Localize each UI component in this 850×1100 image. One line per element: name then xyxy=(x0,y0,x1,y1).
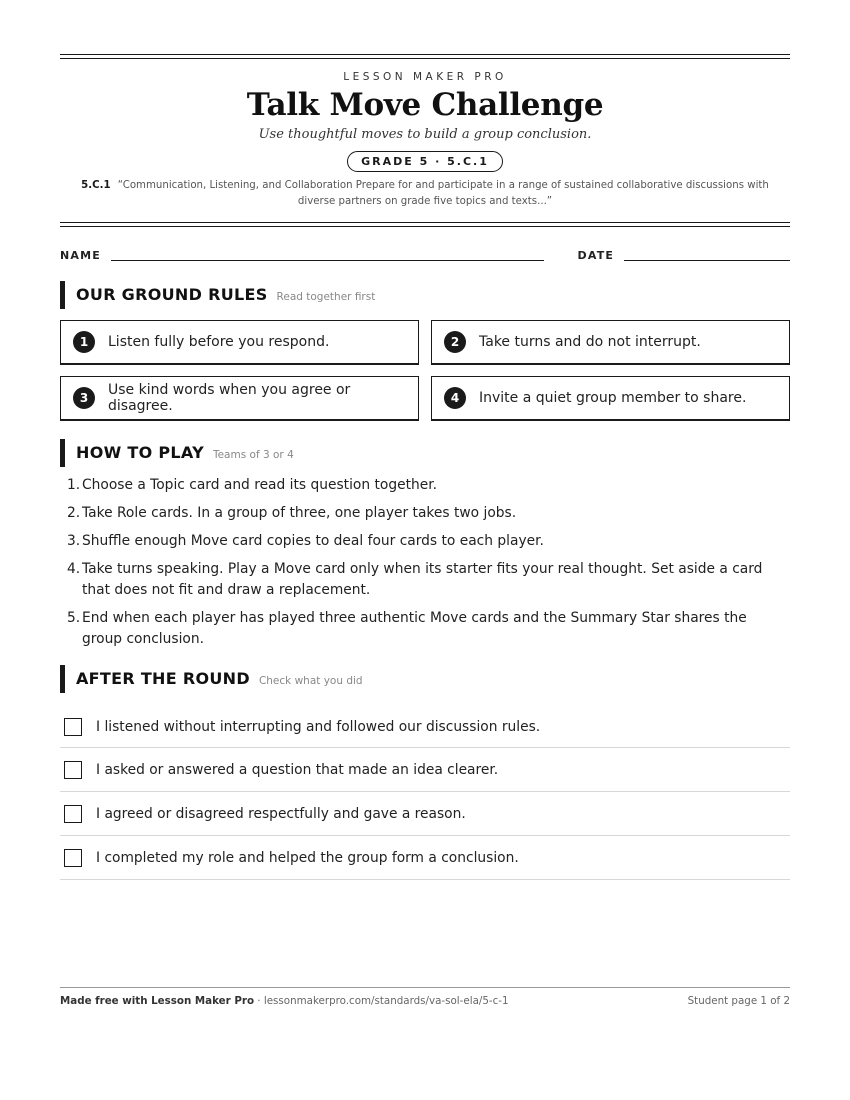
rule-text: Take turns and do not interrupt. xyxy=(479,334,701,350)
step-number: 2. xyxy=(67,505,81,521)
name-field[interactable] xyxy=(111,260,544,261)
rule-number-badge: 1 xyxy=(73,331,95,353)
name-label: NAME xyxy=(60,249,101,262)
page-footer xyxy=(60,987,790,1007)
step-text: Shuffle enough Move card copies to deal four cards to each player. xyxy=(82,533,544,549)
how-to-play-note: Teams of 3 or 4 xyxy=(212,449,294,461)
instructions-list xyxy=(60,475,790,650)
checklist-text: I completed my role and helped the group form a conclusion. xyxy=(96,849,519,866)
rule-text: Use kind words when you agree or disagree. xyxy=(108,382,351,414)
footer-url[interactable]: · lessonmakerpro.com/standards/va-sol-ela/5-c-1 xyxy=(254,995,509,1007)
page-subtitle: Use thoughtful moves to build a group conclusion. xyxy=(258,127,592,142)
standard-description xyxy=(60,178,790,210)
footer-credit xyxy=(60,995,509,1007)
checklist-item xyxy=(60,792,790,836)
ground-rules-note: Read together first xyxy=(276,291,376,303)
ground-rules-grid xyxy=(60,320,790,421)
step-text: Take turns speaking. Play a Move card only when its starter fits your real thought. Set aside a card that does not fit and draw a replacement. xyxy=(82,561,763,598)
step-text: Choose a Topic card and read its question together. xyxy=(82,477,437,493)
instruction-step xyxy=(60,531,790,552)
instruction-step xyxy=(60,503,790,524)
step-number: 4. xyxy=(67,561,81,577)
rule-number-badge: 3 xyxy=(73,387,95,409)
ground-rule-card xyxy=(60,376,419,421)
ground-rule-card xyxy=(431,376,790,421)
rule-number-badge: 2 xyxy=(444,331,466,353)
checkbox[interactable] xyxy=(64,805,82,823)
reflection-checklist xyxy=(60,707,790,880)
grade-badge: GRADE 5 · 5.C.1 xyxy=(347,151,503,172)
rule-text: Invite a quiet group member to share. xyxy=(479,390,747,406)
step-number: 3. xyxy=(67,533,81,549)
checklist-item xyxy=(60,836,790,880)
rule-text: Listen fully before you respond. xyxy=(108,334,330,350)
name-date-row xyxy=(60,245,790,261)
instruction-step xyxy=(60,559,790,601)
how-to-play-heading xyxy=(60,439,790,467)
step-text: End when each player has played three authentic Move cards and the Summary Star shares the group conclusion. xyxy=(82,610,747,647)
checklist-text: I agreed or disagreed respectfully and gave a reason. xyxy=(96,805,466,822)
ground-rule-card xyxy=(431,320,790,365)
date-label: DATE xyxy=(577,249,615,262)
step-number: 5. xyxy=(67,610,81,626)
worksheet-header xyxy=(60,59,790,222)
ground-rules-title: OUR GROUND RULES xyxy=(76,285,268,304)
page-indicator: Student page 1 of 2 xyxy=(687,995,790,1007)
ground-rules-heading xyxy=(60,281,790,309)
page-title: Talk Move Challenge xyxy=(246,87,604,123)
worksheet-page xyxy=(60,54,790,880)
checklist-item xyxy=(60,707,790,748)
date-field[interactable] xyxy=(624,260,790,261)
brand-label: LESSON MAKER PRO xyxy=(343,71,507,83)
how-to-play-title: HOW TO PLAY xyxy=(76,443,204,462)
after-round-title: AFTER THE ROUND xyxy=(76,669,250,688)
checkbox[interactable] xyxy=(64,849,82,867)
checklist-item xyxy=(60,748,790,792)
instruction-step xyxy=(60,608,790,650)
standard-code: 5.C.1 xyxy=(81,180,111,191)
checklist-text: I asked or answered a question that made an idea clearer. xyxy=(96,761,499,778)
checklist-text: I listened without interrupting and followed our discussion rules. xyxy=(96,719,541,735)
checkbox[interactable] xyxy=(64,718,82,736)
footer-made-with: Made free with Lesson Maker Pro xyxy=(60,995,255,1007)
step-text: Take Role cards. In a group of three, one player takes two jobs. xyxy=(82,505,517,521)
step-number: 1. xyxy=(67,477,81,493)
instruction-step xyxy=(60,475,790,496)
rule-number-badge: 4 xyxy=(444,387,466,409)
checkbox[interactable] xyxy=(64,761,82,779)
ground-rule-card xyxy=(60,320,419,365)
standard-text: “Communication, Listening, and Collaboration Prepare for and participate in a range of sustained collaborative discussions with diverse partners on grade five topics and texts...” xyxy=(117,180,769,207)
after-round-heading xyxy=(60,665,790,693)
after-round-note: Check what you did xyxy=(258,675,363,687)
header-bottom-rule xyxy=(60,222,790,227)
